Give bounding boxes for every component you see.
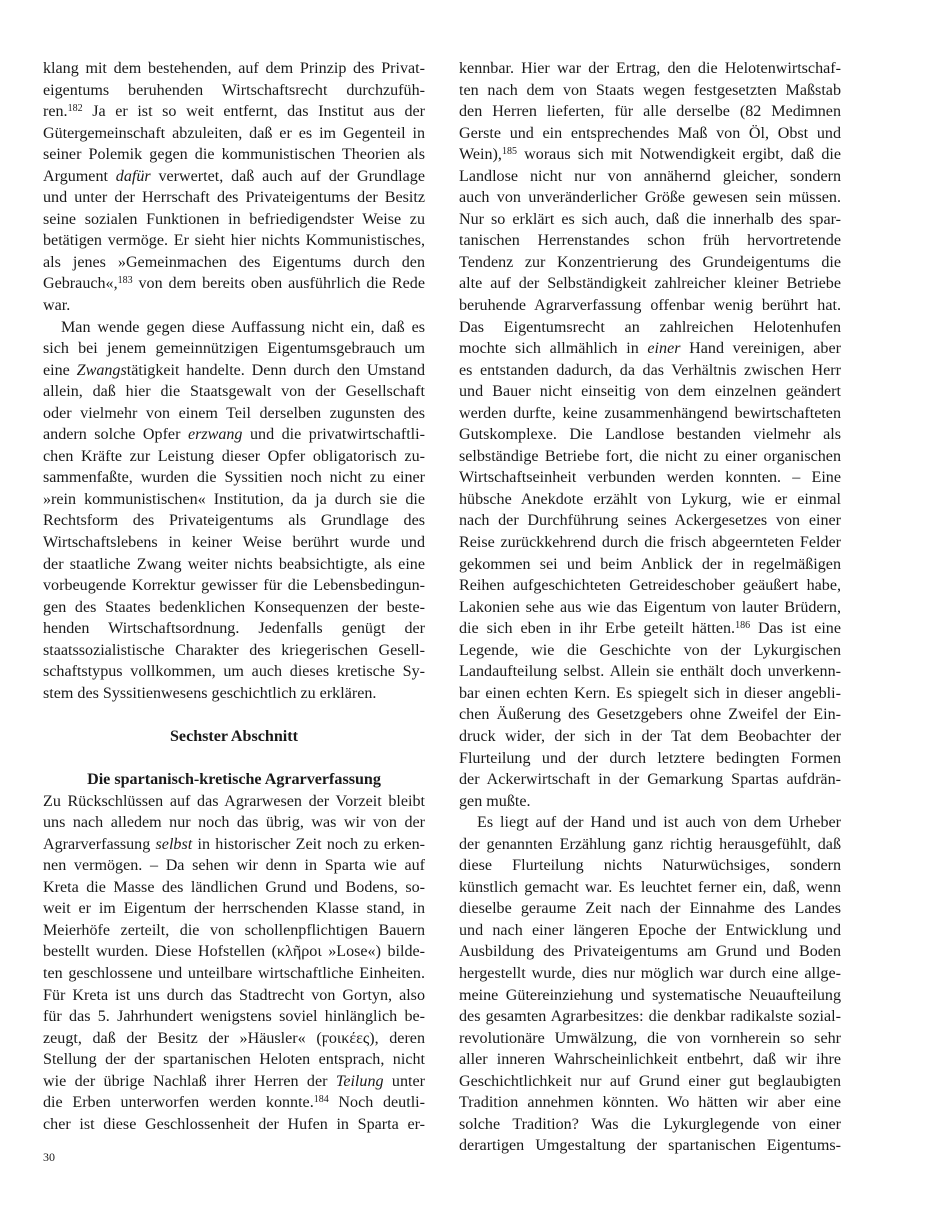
text-line: Das Eigentumsrecht an zahlreichen Helotenhufen [459, 318, 841, 336]
text-line: uns nach alledem nur noch das übrig, was wir von der [43, 814, 425, 832]
text-line: Tradition annehmen könnten. Wo hätten wir aber eine [459, 1094, 841, 1112]
text-line: die sich eben in ihr Erbe geteilt hätten.$^{186}$ Das ist eine [459, 620, 841, 638]
text-line: Es liegt auf der Hand und ist auch von dem Urheber [477, 814, 841, 832]
text-line: Geschichtlichkeit nur auf Grund einer gut beglaubigten [459, 1072, 841, 1090]
text-line: betätigen vermöge. Er sieht hier nichts Kommunistisches, [43, 232, 425, 250]
text-line: Zu Rückschlüssen auf das Agrarwesen der Vorzeit bleibt [43, 792, 425, 810]
text-line: ren.$^{182}$ Ja er ist so weit entfernt, das Institut aus der [43, 103, 425, 121]
text-line: eine Zwangstätigkeit handelte. Denn durch den Umstand [43, 361, 425, 379]
text-line: für das 5. Jahrhundert wenigstens soviel hinlänglich be- [43, 1008, 425, 1026]
text-line: chen Kräfte zur Leistung dieser Opfer obligatorisch zu- [43, 447, 425, 465]
text-line: Nur so erklärt es sich auch, daß die innerhalb des spar- [459, 210, 841, 228]
emphasis: Zwangs [76, 361, 127, 379]
footnote-ref[interactable]: 182 [67, 103, 83, 115]
text-line: Stellung der der spartanischen Heloten entsprach, nicht [43, 1051, 425, 1069]
section-heading: Sechster Abschnitt [169, 727, 298, 745]
text-line: die Erben unterworfen werden konnte.$^{184}$ Noch deutli- [43, 1094, 426, 1112]
text-line [43, 704, 425, 726]
text-line: gekommen sei und beim Anblick der in regelmäßigen [459, 555, 841, 573]
emphasis: dafür [115, 167, 151, 185]
text-line: beruhende Agrarverfassung offenbar wenig berührt hat. [459, 297, 841, 315]
text-line: Kreta die Masse des ländlichen Grund und Bodens, so- [43, 878, 425, 896]
text-line: cher ist diese Geschlossenheit der Hufen in Sparta er- [43, 1115, 425, 1133]
text-line: auch von unveränderlicher Größe gewesen sein müssen. [459, 189, 841, 207]
emphasis: einer [647, 340, 681, 358]
text-line: diese Flurteilung nichts Naturwüchsiges, sondern [459, 857, 841, 875]
emphasis: selbst [155, 835, 193, 853]
text-line: zeugt, daß der Besitz der »Häusler« (ϝοικέες), deren [43, 1029, 425, 1047]
text-line: hübsche Anekdote erzählt von Lykurg, wie er einmal [459, 490, 841, 508]
text-line: Gütergemeinschaft abzuleiten, daß er es im Gegenteil in [43, 124, 425, 142]
text-line: als jenes »Gemeinmachen des Eigentums durch den [43, 253, 425, 271]
text-line: wie der übrige Nachlaß ihrer Herren der Teilung unter [43, 1072, 426, 1090]
text-line: seine sozialen Funktionen in befriedigendster Weise zu [43, 210, 425, 228]
text-line: weit er im Eigentum der herrschenden Klasse stand, in [43, 900, 425, 918]
footnote-ref[interactable]: 185 [501, 146, 517, 158]
text-line: henden Wirtschaftsordnung. Jedenfalls genügt der [43, 620, 425, 638]
text-line: gen mußte. [459, 792, 531, 810]
text-line: »rein kommunistischen« Institution, da ja durch sie die [43, 490, 425, 508]
text-line: den Herren lieferten, für alle derselbe (82 Medimnen [459, 103, 841, 121]
text-line: kennbar. Hier war der Ertrag, den die Helotenwirtschaf- [459, 60, 841, 77]
footnote-ref[interactable]: 183 [117, 275, 133, 287]
text-line: chen Äußerung des Gesetzgebers ohne Zweifel der Ein- [459, 706, 841, 724]
text-line: war. [43, 297, 71, 315]
left-text-column [43, 58, 425, 1135]
text-line: alte auf der Selbständigkeit zahlreicher kleiner Betriebe [459, 275, 841, 293]
text-line: Flurteilung und der durch letztere bedingten Formen [459, 749, 841, 767]
text-line: es entstanden dadurch, da das Verhältnis zwischen Herr [459, 361, 841, 379]
text-line: solche Tradition? Was die Lykurglegende von einer [459, 1115, 841, 1133]
right-text-column [459, 58, 841, 1157]
text-line: Gutskomplexe. Die Landlose bestanden vielmehr als [459, 426, 841, 444]
text-line: Rechtsform des Privateigentums als Grundlage des [43, 512, 425, 530]
text-line: selbständige Betriebe fort, die nicht zu einer organischen [459, 447, 841, 465]
text-line: Gebrauch«,$^{183}$ von dem bereits oben ausführlich die Rede [43, 275, 425, 293]
text-line: bar einen echten Kern. Es spiegelt sich in dieser angebli- [459, 684, 841, 702]
text-line: nen vermögen. – Da sehen wir denn in Sparta wie auf [43, 857, 425, 875]
text-line: stem des Syssitienwesens geschichtlich zu erklären. [43, 684, 377, 702]
text-line: andern solche Opfer erzwang und die privatwirtschaftli- [43, 426, 425, 444]
footnote-ref[interactable]: 186 [735, 620, 751, 632]
text-line: seiner Polemik gegen die kommunistischen Theorien als [43, 146, 425, 164]
text-line: Tendenz zur Konzentrierung des Grundeigentums die [459, 253, 841, 271]
text-line: Für Kreta ist uns durch das Stadtrecht von Gortyn, also [43, 986, 425, 1004]
text-line: Wein),$^{185}$ woraus sich mit Notwendigkeit ergibt, daß die [459, 146, 841, 164]
text-line: des gesamten Agrarbesitzes: die denkbar radikalste sozial- [459, 1008, 841, 1026]
text-line: sammenfaßte, wurden die Syssitien noch nicht zu einer [43, 469, 425, 487]
text-line: meine Gütereinziehung und systematische Neuaufteilung [459, 986, 841, 1004]
text-line: Reihen aufgeschichteten Getreideschober geäußert habe, [459, 577, 841, 595]
text-line: Lakonien sehe aus wie das Eigentum von lauter Brüdern, [459, 598, 841, 616]
text-line: nach der Durchführung seines Ackergesetzes von einer [459, 512, 841, 530]
text-line: Wirtschaftseinheit verbunden werden konnten. – Eine [459, 469, 841, 487]
text-line: revolutionäre Umwälzung, die von vornherein so sehr [459, 1029, 841, 1047]
text-line: der Ackerwirtschaft in der Gemarkung Spartas aufdrän- [459, 771, 841, 789]
text-line: oder vielmehr von einem Teil derselben zugunsten des [43, 404, 425, 422]
text-line: Argument dafür verwertet, daß auch auf der Grundlage [43, 167, 425, 185]
text-line: gen des Staates bedenklichen Konsequenzen der beste- [43, 598, 425, 616]
text-line: der genannten Erzählung ganz richtig herausgefühlt, daß [459, 835, 841, 853]
text-line: dieselbe geraume Zeit nach der Einnahme des Landes [459, 900, 841, 918]
page-number: 30 [43, 1150, 55, 1164]
text-line: bestellt wurden. Diese Hofstellen (κλῆροι »Lose«) bilde- [43, 943, 425, 961]
text-line: hergestellt wurde, dies nur möglich war durch eine allge- [459, 964, 841, 982]
text-line: tanischen Herrenstandes schon früh hervortretende [459, 232, 841, 250]
text-line: aller inneren Wahrscheinlichkeit entbehrt, daß wir ihre [459, 1051, 841, 1069]
text-line: Landaufteilung selbst. Allein sie enthält doch unverkenn- [459, 663, 841, 681]
text-line: vorbeugende Korrektur gewisser für die Lebensbedingun- [43, 577, 425, 595]
text-line: derartigen Umgestaltung der spartanischen Eigentums- [459, 1137, 841, 1155]
text-line [43, 748, 425, 770]
text-line: Man wende gegen diese Auffassung nicht ein, daß es [61, 318, 425, 336]
text-line: und nach einer längeren Epoche der Entwicklung und [459, 921, 841, 939]
text-line: schaftstypus vollkommen, um auch dieses kretische Sy- [43, 663, 425, 681]
text-line: mochte sich allmählich in einer Hand vereinigen, aber [459, 340, 841, 358]
text-line: der staatliche Zwang weiter nichts beabsichtigte, als eine [43, 555, 425, 573]
text-line: eigentums beruhenden Wirtschaftsrecht durchzufüh- [43, 81, 425, 99]
text-line: ten geschlossene und unteilbare wirtschaftliche Einheiten. [43, 964, 425, 982]
text-line: künstlich gemacht war. Es leuchtet ferner ein, daß, wenn [459, 878, 841, 896]
text-line: ten nach dem von Staats wegen festgesetzten Maßstab [459, 81, 841, 99]
text-line: Reise zurückkehrend durch die frisch abgeernteten Felder [459, 534, 841, 552]
footnote-ref[interactable]: 184 [313, 1094, 329, 1106]
text-line: Ausbildung des Privateigentums am Grund und Boden [459, 943, 841, 961]
text-line: Landlose nicht nur von annähernd gleicher, sondern [459, 167, 841, 185]
emphasis: Teilung [335, 1072, 384, 1090]
text-line: Gerste und ein entsprechendes Maß von Öl, Obst und [459, 124, 841, 142]
emphasis: erzwang [187, 426, 243, 444]
text-line: klang mit dem bestehenden, auf dem Prinzip des Privat- [43, 60, 425, 77]
text-line: Meierhöfe zerteilt, die von schollenpflichtigen Bauern [43, 921, 425, 939]
text-line: druck wider, der sich in der Tat dem Beobachter der [459, 727, 841, 745]
text-line: Legende, wie die Geschichte von der Lykurgischen [459, 641, 841, 659]
text-line: Agrarverfassung selbst in historischer Zeit noch zu erken- [43, 835, 426, 853]
text-line: sich bei jenem gemeinnützigen Eigentumsgebrauch um [43, 340, 425, 358]
section-heading: Die spartanisch-kretische Agrarverfassung [87, 771, 381, 789]
text-line: staatssozialistische Charakter des kriegerischen Gesell- [43, 641, 425, 659]
text-line: allein, daß hier die Staatsgewalt von der Gesellschaft [43, 383, 425, 401]
text-line: werden durfte, keine zusammenhängend bewirtschafteten [459, 404, 841, 422]
text-line: Wirtschaftslebens in keiner Weise berührt wurde und [43, 534, 425, 552]
text-line: und unter der Herrschaft des Privateigentums der Besitz [43, 189, 425, 207]
text-line: und Bauer nicht einseitig von dem einzelnen geändert [459, 383, 841, 401]
